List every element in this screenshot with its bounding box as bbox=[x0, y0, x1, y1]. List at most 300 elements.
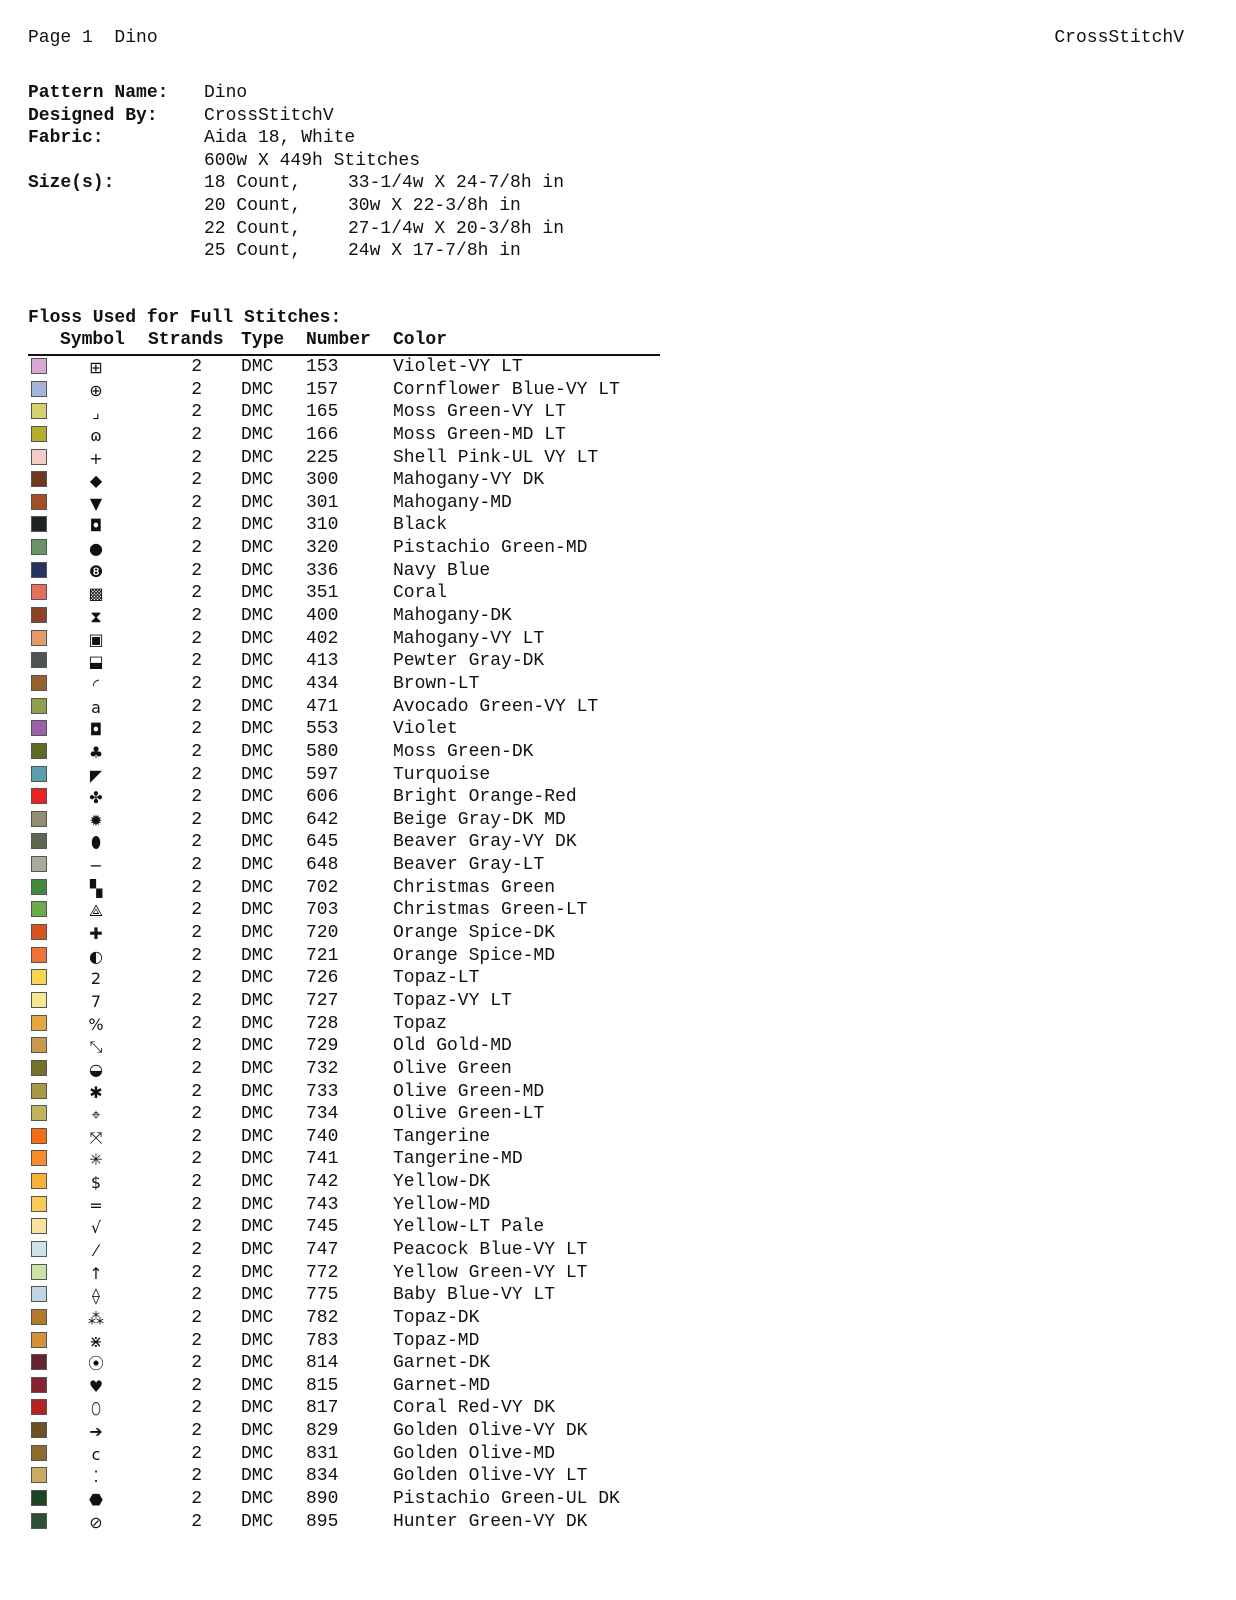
stitch-symbol-icon: 7 bbox=[90, 991, 102, 1011]
color-swatch bbox=[31, 675, 47, 691]
color-swatch bbox=[31, 1015, 47, 1031]
strands-cell: 2 bbox=[191, 1081, 202, 1102]
number-cell: 726 bbox=[306, 968, 339, 989]
number-cell: 320 bbox=[306, 538, 339, 559]
table-row bbox=[28, 922, 668, 945]
number-cell: 300 bbox=[306, 470, 339, 491]
type-cell: DMC bbox=[241, 877, 274, 898]
type-cell: DMC bbox=[241, 606, 274, 627]
color-swatch bbox=[31, 607, 47, 623]
color-swatch bbox=[31, 471, 47, 487]
table-row bbox=[28, 492, 668, 515]
strands-cell: 2 bbox=[191, 1489, 202, 1510]
strands-cell: 2 bbox=[191, 492, 202, 513]
color-swatch bbox=[31, 788, 47, 804]
color-name-cell: Moss Green-DK bbox=[393, 741, 534, 762]
color-swatch bbox=[31, 1037, 47, 1053]
color-swatch bbox=[31, 1332, 47, 1348]
strands-cell: 2 bbox=[191, 764, 202, 785]
color-swatch bbox=[31, 358, 47, 374]
table-row bbox=[28, 1171, 668, 1194]
number-cell: 645 bbox=[306, 832, 339, 853]
color-swatch bbox=[31, 426, 47, 442]
size-count: 20 Count, bbox=[204, 195, 302, 216]
color-swatch bbox=[31, 766, 47, 782]
type-cell: DMC bbox=[241, 990, 274, 1011]
number-cell: 597 bbox=[306, 764, 339, 785]
type-cell: DMC bbox=[241, 741, 274, 762]
table-row bbox=[28, 1443, 668, 1466]
stitch-symbol-icon: ❽ bbox=[88, 561, 104, 581]
strands-cell: 2 bbox=[191, 1421, 202, 1442]
symbol-column-header: Symbol bbox=[60, 330, 125, 350]
table-row bbox=[28, 379, 668, 402]
color-swatch bbox=[31, 1241, 47, 1257]
type-cell: DMC bbox=[241, 1262, 274, 1283]
strands-cell: 2 bbox=[191, 990, 202, 1011]
type-cell: DMC bbox=[241, 1081, 274, 1102]
number-cell: 772 bbox=[306, 1262, 339, 1283]
color-swatch bbox=[31, 1467, 47, 1483]
color-name-cell: Navy Blue bbox=[393, 560, 491, 581]
color-name-cell: Orange Spice-MD bbox=[393, 945, 556, 966]
strands-cell: 2 bbox=[191, 424, 202, 445]
table-row bbox=[28, 786, 668, 809]
strands-cell: 2 bbox=[191, 1353, 202, 1374]
strands-cell: 2 bbox=[191, 1194, 202, 1215]
type-cell: DMC bbox=[241, 560, 274, 581]
strands-cell: 2 bbox=[191, 628, 202, 649]
table-row bbox=[28, 1284, 668, 1307]
number-cell: 740 bbox=[306, 1126, 339, 1147]
strands-cell: 2 bbox=[191, 1036, 202, 1057]
table-row bbox=[28, 1352, 668, 1375]
number-cell: 702 bbox=[306, 877, 339, 898]
type-cell: DMC bbox=[241, 1217, 274, 1238]
size-count: 25 Count, bbox=[204, 241, 302, 262]
type-cell: DMC bbox=[241, 855, 274, 876]
stitch-symbol-icon: ✳ bbox=[89, 1150, 103, 1170]
table-row bbox=[28, 1216, 668, 1239]
strands-cell: 2 bbox=[191, 832, 202, 853]
color-name-cell: Yellow Green-VY LT bbox=[393, 1262, 588, 1283]
stitch-symbol-icon: a bbox=[91, 697, 101, 717]
size-dims: 30w X 22-3/8h in bbox=[348, 195, 521, 216]
color-name-cell: Hunter Green-VY DK bbox=[393, 1511, 588, 1532]
table-row bbox=[28, 1511, 668, 1534]
type-cell: DMC bbox=[241, 583, 274, 604]
color-swatch bbox=[31, 1309, 47, 1325]
type-cell: DMC bbox=[241, 809, 274, 830]
color-name-cell: Yellow-MD bbox=[393, 1194, 491, 1215]
number-cell: 747 bbox=[306, 1239, 339, 1260]
table-row bbox=[28, 514, 668, 537]
stitch-symbol-icon: = bbox=[89, 1195, 103, 1215]
color-name-cell: Golden Olive-VY DK bbox=[393, 1421, 588, 1442]
table-row bbox=[28, 967, 668, 990]
type-cell: DMC bbox=[241, 651, 274, 672]
number-cell: 434 bbox=[306, 673, 339, 694]
color-swatch bbox=[31, 992, 47, 1008]
fabric-value: Aida 18, White bbox=[204, 128, 356, 149]
stitch-symbol-icon: ⁂ bbox=[88, 1308, 104, 1328]
color-name-cell: Violet bbox=[393, 719, 458, 740]
type-cell: DMC bbox=[241, 402, 274, 423]
strands-cell: 2 bbox=[191, 1104, 202, 1125]
stitch-symbol-icon: $ bbox=[90, 1173, 102, 1193]
color-name-cell: Mahogany-VY DK bbox=[393, 470, 545, 491]
color-name-cell: Orange Spice-DK bbox=[393, 923, 556, 944]
type-cell: DMC bbox=[241, 538, 274, 559]
strands-cell: 2 bbox=[191, 923, 202, 944]
type-cell: DMC bbox=[241, 1239, 274, 1260]
page-label: Page 1 Dino bbox=[28, 28, 158, 48]
table-row bbox=[28, 1148, 668, 1171]
table-row bbox=[28, 1081, 668, 1104]
stitch-count: 600w X 449h Stitches bbox=[204, 150, 421, 171]
stitch-symbol-icon: ▼ bbox=[89, 493, 103, 513]
color-name-cell: Shell Pink-UL VY LT bbox=[393, 447, 599, 468]
stitch-symbol-icon: ⬓ bbox=[88, 652, 104, 672]
stitch-symbol-icon: − bbox=[89, 856, 103, 876]
strands-cell: 2 bbox=[191, 379, 202, 400]
site-name: CrossStitchV bbox=[1054, 28, 1184, 48]
type-cell: DMC bbox=[241, 832, 274, 853]
color-swatch bbox=[31, 1060, 47, 1076]
type-cell: DMC bbox=[241, 923, 274, 944]
color-name-cell: Topaz-VY LT bbox=[393, 990, 512, 1011]
page-header bbox=[28, 28, 1184, 52]
type-cell: DMC bbox=[241, 515, 274, 536]
strands-cell: 2 bbox=[191, 968, 202, 989]
color-swatch bbox=[31, 1513, 47, 1529]
strands-cell: 2 bbox=[191, 447, 202, 468]
number-cell: 741 bbox=[306, 1149, 339, 1170]
table-row bbox=[28, 1465, 668, 1488]
type-cell: DMC bbox=[241, 379, 274, 400]
strands-cell: 2 bbox=[191, 900, 202, 921]
color-swatch bbox=[31, 1264, 47, 1280]
number-cell: 728 bbox=[306, 1013, 339, 1034]
color-name-cell: Old Gold-MD bbox=[393, 1036, 512, 1057]
strands-cell: 2 bbox=[191, 470, 202, 491]
color-swatch bbox=[31, 539, 47, 555]
strands-cell: 2 bbox=[191, 1330, 202, 1351]
strands-cell: 2 bbox=[191, 1149, 202, 1170]
stitch-symbol-icon: ⬮ bbox=[90, 833, 102, 853]
stitch-symbol-icon: ▣ bbox=[88, 629, 104, 649]
color-name-cell: Garnet-DK bbox=[393, 1353, 491, 1374]
size-dims: 24w X 17-7/8h in bbox=[348, 241, 521, 262]
color-name-cell: Coral bbox=[393, 583, 448, 604]
type-cell: DMC bbox=[241, 357, 274, 377]
number-cell: 782 bbox=[306, 1307, 339, 1328]
type-cell: DMC bbox=[241, 1013, 274, 1034]
strands-cell: 2 bbox=[191, 1443, 202, 1464]
color-name-cell: Pistachio Green-UL DK bbox=[393, 1489, 620, 1510]
color-name-cell: Violet-VY LT bbox=[393, 357, 523, 377]
table-row bbox=[28, 764, 668, 787]
number-cell: 829 bbox=[306, 1421, 339, 1442]
color-name-cell: Topaz-MD bbox=[393, 1330, 480, 1351]
table-row bbox=[28, 1035, 668, 1058]
type-cell: DMC bbox=[241, 628, 274, 649]
pattern-name-value: Dino bbox=[204, 83, 248, 103]
floss-section-title: Floss Used for Full Stitches: bbox=[28, 308, 342, 328]
strands-cell: 2 bbox=[191, 1013, 202, 1034]
number-cell: 834 bbox=[306, 1466, 339, 1487]
type-cell: DMC bbox=[241, 1194, 274, 1215]
color-swatch bbox=[31, 947, 47, 963]
strands-cell: 2 bbox=[191, 696, 202, 717]
stitch-symbol-icon: ◘ bbox=[89, 720, 103, 740]
stitch-symbol-icon: ◜ bbox=[92, 674, 100, 694]
number-cell: 732 bbox=[306, 1058, 339, 1079]
table-row bbox=[28, 628, 668, 651]
color-name-cell: Black bbox=[393, 515, 448, 536]
number-cell: 815 bbox=[306, 1375, 339, 1396]
strands-cell: 2 bbox=[191, 673, 202, 694]
type-cell: DMC bbox=[241, 945, 274, 966]
color-name-cell: Yellow-DK bbox=[393, 1172, 491, 1193]
stitch-symbol-icon: ♣ bbox=[88, 742, 104, 762]
color-name-cell: Avocado Green-VY LT bbox=[393, 696, 599, 717]
type-cell: DMC bbox=[241, 900, 274, 921]
color-name-cell: Coral Red-VY DK bbox=[393, 1398, 556, 1419]
color-swatch bbox=[31, 449, 47, 465]
strands-cell: 2 bbox=[191, 651, 202, 672]
type-cell: DMC bbox=[241, 492, 274, 513]
strands-cell: 2 bbox=[191, 560, 202, 581]
stitch-symbol-icon: c bbox=[91, 1444, 101, 1464]
stitch-symbol-icon: ◆ bbox=[89, 471, 103, 491]
color-swatch bbox=[31, 879, 47, 895]
number-cell: 336 bbox=[306, 560, 339, 581]
type-cell: DMC bbox=[241, 696, 274, 717]
color-swatch bbox=[31, 856, 47, 872]
stitch-symbol-icon: ✤ bbox=[89, 788, 103, 808]
table-row bbox=[28, 1375, 668, 1398]
number-cell: 165 bbox=[306, 402, 339, 423]
color-swatch bbox=[31, 381, 47, 397]
table-row bbox=[28, 696, 668, 719]
table-row bbox=[28, 401, 668, 424]
table-row bbox=[28, 469, 668, 492]
color-name-cell: Moss Green-VY LT bbox=[393, 402, 566, 423]
number-cell: 727 bbox=[306, 990, 339, 1011]
table-row bbox=[28, 877, 668, 900]
table-row bbox=[28, 1262, 668, 1285]
color-name-cell: Peacock Blue-VY LT bbox=[393, 1239, 588, 1260]
color-name-cell: Brown-LT bbox=[393, 673, 480, 694]
stitch-symbol-icon: ◐ bbox=[89, 946, 103, 966]
stitch-symbol-icon: ➔ bbox=[89, 1422, 103, 1442]
stitch-symbol-icon: ⟠ bbox=[92, 1286, 100, 1306]
color-name-cell: Bright Orange-Red bbox=[393, 787, 577, 808]
color-name-cell: Olive Green-MD bbox=[393, 1081, 545, 1102]
number-cell: 471 bbox=[306, 696, 339, 717]
stitch-symbol-icon: ⁄ bbox=[94, 1240, 98, 1260]
type-cell: DMC bbox=[241, 719, 274, 740]
designed-by-value: CrossStitchV bbox=[204, 105, 334, 126]
stitch-symbol-icon: ⌖ bbox=[91, 1105, 101, 1125]
table-row bbox=[28, 1126, 668, 1149]
number-cell: 166 bbox=[306, 424, 339, 445]
color-swatch bbox=[31, 1399, 47, 1415]
stitch-symbol-icon: ⁚ bbox=[93, 1467, 99, 1487]
size-count: 18 Count, bbox=[204, 173, 302, 194]
stitch-symbol-icon: ● bbox=[89, 539, 103, 559]
stitch-symbol-icon: ▚ bbox=[89, 878, 103, 898]
floss-table bbox=[28, 356, 668, 1533]
color-name-cell: Garnet-MD bbox=[393, 1375, 491, 1396]
color-name-cell: Mahogany-VY LT bbox=[393, 628, 545, 649]
color-name-cell: Tangerine bbox=[393, 1126, 491, 1147]
color-swatch bbox=[31, 1105, 47, 1121]
table-row bbox=[28, 560, 668, 583]
type-cell: DMC bbox=[241, 1126, 274, 1147]
stitch-symbol-icon: ⧗ bbox=[90, 607, 102, 627]
stitch-symbol-icon: ⤧ bbox=[89, 1127, 103, 1147]
strands-cell: 2 bbox=[191, 515, 202, 536]
number-cell: 402 bbox=[306, 628, 339, 649]
strands-cell: 2 bbox=[191, 855, 202, 876]
color-name-cell: Golden Olive-MD bbox=[393, 1443, 556, 1464]
color-swatch bbox=[31, 698, 47, 714]
color-name-cell: Beige Gray-DK MD bbox=[393, 809, 566, 830]
number-cell: 351 bbox=[306, 583, 339, 604]
table-row bbox=[28, 990, 668, 1013]
fabric-label: Fabric: bbox=[28, 128, 104, 149]
color-name-cell: Christmas Green bbox=[393, 877, 556, 898]
number-cell: 814 bbox=[306, 1353, 339, 1374]
color-name-cell: Moss Green-MD LT bbox=[393, 424, 566, 445]
type-cell: DMC bbox=[241, 1375, 274, 1396]
color-column-header: Color bbox=[393, 330, 448, 350]
color-swatch bbox=[31, 969, 47, 985]
type-cell: DMC bbox=[241, 1466, 274, 1487]
strands-cell: 2 bbox=[191, 606, 202, 627]
color-swatch bbox=[31, 562, 47, 578]
type-cell: DMC bbox=[241, 424, 274, 445]
table-row bbox=[28, 650, 668, 673]
strands-cell: 2 bbox=[191, 1126, 202, 1147]
type-cell: DMC bbox=[241, 1036, 274, 1057]
strands-cell: 2 bbox=[191, 719, 202, 740]
strands-cell: 2 bbox=[191, 1398, 202, 1419]
table-row bbox=[28, 424, 668, 447]
stitch-symbol-icon: % bbox=[88, 1014, 104, 1034]
stitch-symbol-icon: ⊞ bbox=[89, 358, 103, 377]
number-cell: 890 bbox=[306, 1489, 339, 1510]
color-swatch bbox=[31, 584, 47, 600]
color-swatch bbox=[31, 833, 47, 849]
type-cell: DMC bbox=[241, 1104, 274, 1125]
size-dims: 33-1/4w X 24-7/8h in bbox=[348, 173, 565, 194]
color-name-cell: Pistachio Green-MD bbox=[393, 538, 588, 559]
table-row bbox=[28, 741, 668, 764]
number-cell: 413 bbox=[306, 651, 339, 672]
table-row bbox=[28, 447, 668, 470]
color-name-cell: Beaver Gray-LT bbox=[393, 855, 545, 876]
color-swatch bbox=[31, 901, 47, 917]
strands-cell: 2 bbox=[191, 945, 202, 966]
stitch-symbol-icon: ◒ bbox=[89, 1059, 103, 1079]
number-cell: 301 bbox=[306, 492, 339, 513]
designed-by-label: Designed By: bbox=[28, 105, 158, 126]
number-cell: 703 bbox=[306, 900, 339, 921]
table-row bbox=[28, 1058, 668, 1081]
type-column-header: Type bbox=[241, 330, 285, 350]
strands-cell: 2 bbox=[191, 809, 202, 830]
size-count: 22 Count, bbox=[204, 218, 302, 239]
stitch-symbol-icon: ⬯ bbox=[90, 1399, 102, 1419]
type-cell: DMC bbox=[241, 470, 274, 491]
color-name-cell: Topaz-DK bbox=[393, 1307, 480, 1328]
strands-cell: 2 bbox=[191, 538, 202, 559]
number-cell: 720 bbox=[306, 923, 339, 944]
stitch-symbol-icon: + bbox=[89, 448, 103, 468]
stitch-symbol-icon: ◤ bbox=[89, 765, 103, 785]
table-row bbox=[28, 582, 668, 605]
color-swatch bbox=[31, 1083, 47, 1099]
color-swatch bbox=[31, 1354, 47, 1370]
pattern-info bbox=[28, 82, 564, 263]
stitch-symbol-icon: ⤡ bbox=[89, 1037, 103, 1057]
color-swatch bbox=[31, 924, 47, 940]
number-cell: 734 bbox=[306, 1104, 339, 1125]
table-row bbox=[28, 673, 668, 696]
color-swatch bbox=[31, 516, 47, 532]
strands-cell: 2 bbox=[191, 1172, 202, 1193]
stitch-symbol-icon: ⊕ bbox=[89, 380, 103, 400]
stitch-symbol-icon: ⋇ bbox=[89, 1331, 103, 1351]
number-cell: 580 bbox=[306, 741, 339, 762]
number-cell: 606 bbox=[306, 787, 339, 808]
color-swatch bbox=[31, 1490, 47, 1506]
number-cell: 153 bbox=[306, 357, 339, 377]
color-swatch bbox=[31, 630, 47, 646]
stitch-symbol-icon: ↑ bbox=[89, 1263, 103, 1283]
number-cell: 783 bbox=[306, 1330, 339, 1351]
number-cell: 400 bbox=[306, 606, 339, 627]
strands-cell: 2 bbox=[191, 1285, 202, 1306]
color-name-cell: Mahogany-MD bbox=[393, 492, 512, 513]
color-name-cell: Cornflower Blue-VY LT bbox=[393, 379, 620, 400]
color-name-cell: Tangerine-MD bbox=[393, 1149, 523, 1170]
table-row bbox=[28, 831, 668, 854]
color-swatch bbox=[31, 720, 47, 736]
color-swatch bbox=[31, 652, 47, 668]
color-swatch bbox=[31, 1128, 47, 1144]
type-cell: DMC bbox=[241, 1307, 274, 1328]
table-row bbox=[28, 1103, 668, 1126]
color-name-cell: Golden Olive-VY LT bbox=[393, 1466, 588, 1487]
color-swatch bbox=[31, 1218, 47, 1234]
stitch-symbol-icon: ▩ bbox=[88, 584, 104, 604]
color-swatch bbox=[31, 1196, 47, 1212]
type-cell: DMC bbox=[241, 1330, 274, 1351]
table-row bbox=[28, 809, 668, 832]
stitch-symbol-icon: ⬣ bbox=[89, 1490, 103, 1510]
stitch-symbol-icon: 2 bbox=[90, 969, 102, 989]
color-name-cell: Pewter Gray-DK bbox=[393, 651, 545, 672]
strands-cell: 2 bbox=[191, 1239, 202, 1260]
number-cell: 742 bbox=[306, 1172, 339, 1193]
table-row bbox=[28, 605, 668, 628]
stitch-symbol-icon: ✚ bbox=[89, 924, 103, 944]
stitch-symbol-icon: ♥ bbox=[88, 1376, 104, 1396]
